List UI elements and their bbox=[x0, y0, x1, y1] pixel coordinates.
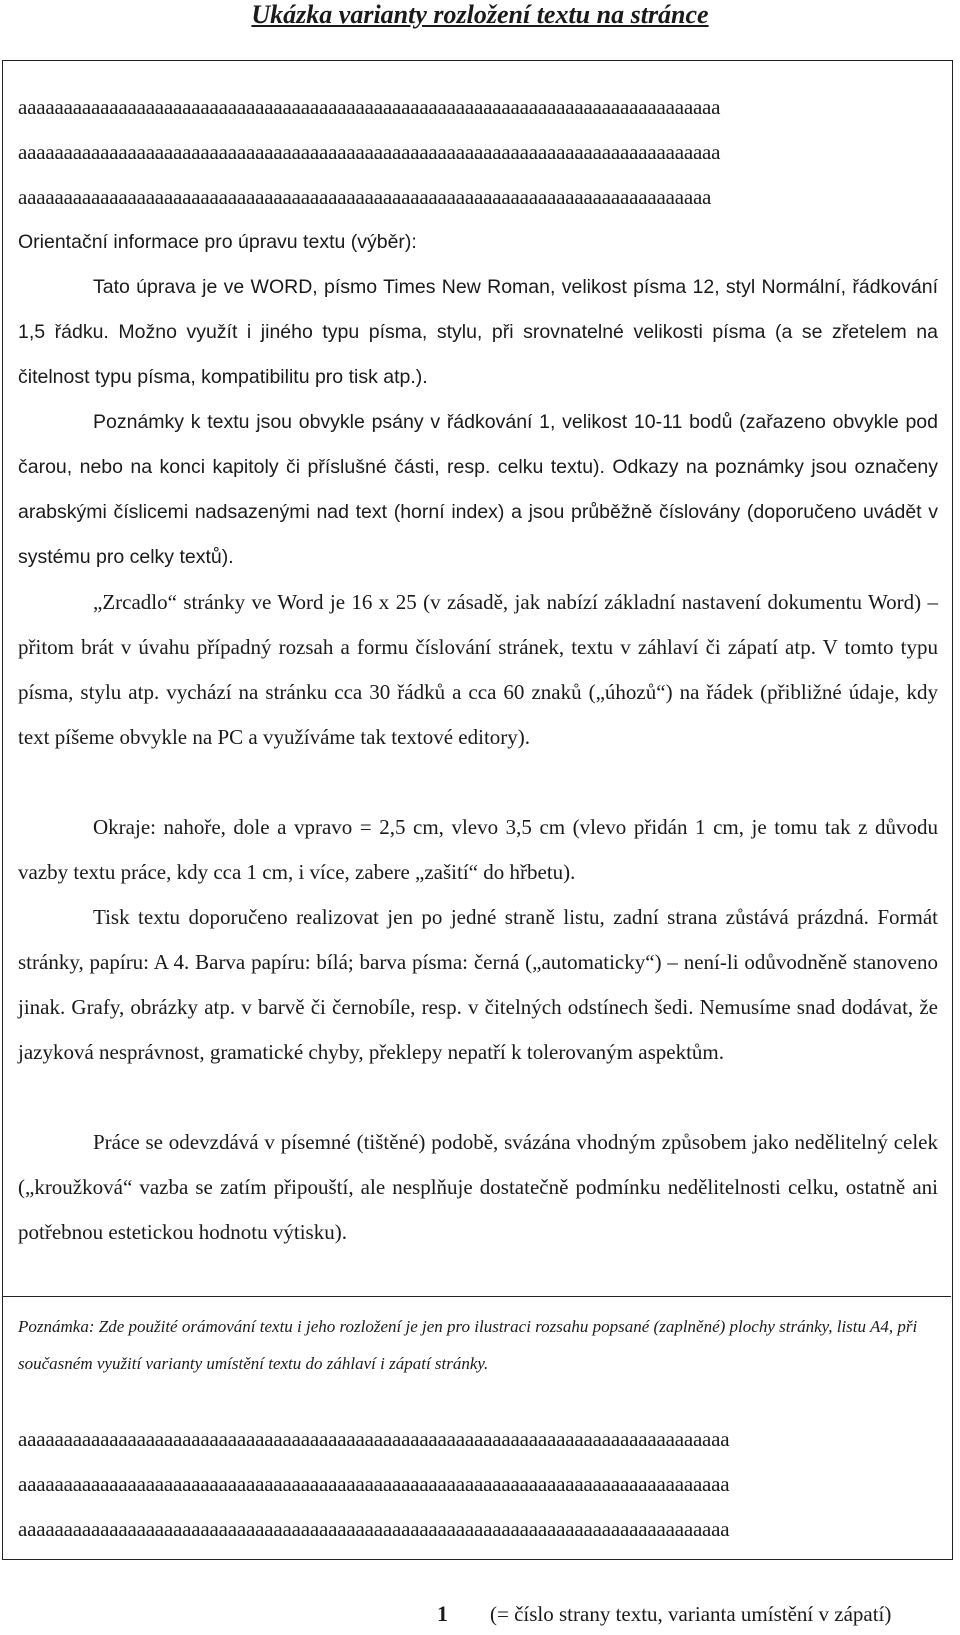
paragraph-binding: Práce se odevzdává v písemné (tištěné) podobě, svázána vhodným způsobem jako nedělitelný celek („kroužková“ vazba se zatím připouští, ale nesplňuje dostatečně podmínku nedělitelnosti celku, ostatně ani potřebnou estetickou hodnotu výtisku). bbox=[18, 1130, 938, 1244]
page-title: Ukázka varianty rozložení textu na stránce bbox=[251, 0, 709, 29]
section-heading: Orientační informace pro úpravu textu (výběr): bbox=[18, 231, 417, 253]
footer-line: aaaaaaaaaaaaaaaaaaaaaaaaaaaaaaaaaaaaaaaaaaaaaaaaaaaaaaaaaaaaaaaaaaaaaaaaaaaaaa bbox=[18, 1427, 730, 1451]
paragraph-margins: Okraje: nahoře, dole a vpravo = 2,5 cm, vlevo 3,5 cm (vlevo přidán 1 cm, je tomu tak z důvodu vazby textu práce, kdy cca 1 cm, i více, zabere „zašití“ do hřbetu). bbox=[18, 815, 938, 884]
header-line: aaaaaaaaaaaaaaaaaaaaaaaaaaaaaaaaaaaaaaaaaaaaaaaaaaaaaaaaaaaaaaaaaaaaaaaaaaaaa bbox=[18, 140, 721, 164]
paragraph-printing: Tisk textu doporučeno realizovat jen po jedné straně listu, zadní strana zůstává prázdná. Formát stránky, papíru: A 4. Barva papíru: bílá; barva písma: černá („automaticky“) – není-li odůvodněně stanoveno jinak. Grafy, obrázky atp. v barvě či černobíle, resp. v čitelných odstínech šedi. Nemusíme snad dodávat, že jazyková nesprávnost, gramatické chyby, překlepy nepatří k tolerovaným aspektům. bbox=[18, 905, 938, 1064]
page-number-note: (= číslo strany textu, varianta umístění v zápatí) bbox=[490, 1602, 892, 1626]
text-frame bbox=[2, 60, 953, 1560]
page-number: 1 bbox=[437, 1601, 448, 1626]
paragraph-notes: Poznámky k textu jsou obvykle psány v řádkování 1, velikost 10-11 bodů (zařazeno obvykle pod čarou, nebo na konci kapitoly či příslušné části, resp. celku textu). Odkazy na poznámky jsou označeny arabskými číslicemi nadsazenými nad text (horní index) a jsou průběžně číslovány (doporučeno uvádět v systému pro celky textů). bbox=[18, 411, 938, 568]
paragraph-font: Tato úprava je ve WORD, písmo Times New Roman, velikost písma 12, styl Normální, řádkování 1,5 řádku. Možno využít i jiného typu písma, stylu, při srovnatelné velikosti písma (a se zřetelem na čitelnost typu písma, kompatibilitu pro tisk atp.). bbox=[18, 276, 938, 388]
footer-line: aaaaaaaaaaaaaaaaaaaaaaaaaaaaaaaaaaaaaaaaaaaaaaaaaaaaaaaaaaaaaaaaaaaaaaaaaaaaaa bbox=[18, 1517, 730, 1541]
footer-line: aaaaaaaaaaaaaaaaaaaaaaaaaaaaaaaaaaaaaaaaaaaaaaaaaaaaaaaaaaaaaaaaaaaaaaaaaaaaaa bbox=[18, 1472, 730, 1496]
header-line: aaaaaaaaaaaaaaaaaaaaaaaaaaaaaaaaaaaaaaaaaaaaaaaaaaaaaaaaaaaaaaaaaaaaaaaaaaaaa bbox=[18, 95, 721, 119]
illustration-note: Poznámka: Zde použité orámování textu i jeho rozložení je jen pro ilustraci rozsahu popsané (zaplněné) plochy stránky, listu A4, při současném využití varianty umístění textu do záhlaví i zápatí stránky. bbox=[18, 1317, 918, 1373]
divider bbox=[3, 1296, 951, 1297]
header-line: aaaaaaaaaaaaaaaaaaaaaaaaaaaaaaaaaaaaaaaaaaaaaaaaaaaaaaaaaaaaaaaaaaaaaaaaaaaa bbox=[18, 185, 712, 209]
page-footer bbox=[437, 1600, 891, 1628]
paragraph-layout: „Zrcadlo“ stránky ve Word je 16 x 25 (v zásadě, jak nabízí základní nastavení dokumentu Word) – přitom brát v úvahu případný rozsah a formu číslování stránek, textu v záhlaví či zápatí atp. V tomto typu písma, stylu atp. vychází na stránku cca 30 řádků a cca 60 znaků („úhozů“) na řádek (přibližné údaje, kdy text píšeme obvykle na PC a využíváme tak textové editory). bbox=[18, 590, 938, 749]
